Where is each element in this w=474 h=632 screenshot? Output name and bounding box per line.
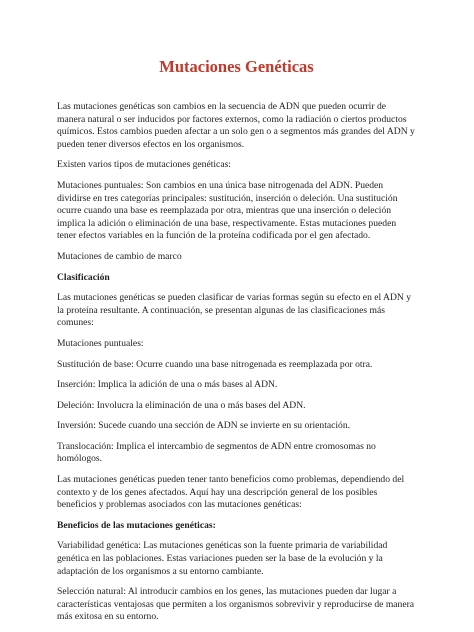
- paragraph-benefits-problems: Las mutaciones genéticas pueden tener tanto beneficios como problemas, dependiendo del contexto y de los genes afectados. Aquí hay una descripción general de los posibles beneficios y problemas asociados con las mutaciones genéticas:: [57, 474, 405, 511]
- paragraph-variability: Variabilidad genética: Las mutaciones genéticas son la fuente primaria de variabilidad genética en las poblaciones. Estas variaciones pueden ser la base de la evolución y la adaptación de los organismos a su entorno cambiante.: [57, 540, 388, 577]
- document-body: [57, 101, 416, 624]
- paragraph-inversion: Inversión: Sucede cuando una sección de ADN se invierte en su orientación.: [57, 420, 351, 432]
- paragraph-insertion: Inserción: Implica la adición de una o más bases al ADN.: [57, 379, 278, 391]
- paragraph-deletion: Deleción: Involucra la eliminación de una o más bases del ADN.: [57, 399, 306, 411]
- paragraph-point-label: Mutaciones puntuales:: [57, 337, 144, 349]
- paragraph-intro: Las mutaciones genéticas son cambios en la secuencia de ADN que pueden ocurrir de manera natural o ser inducidos por factores externos, como la radiación o ciertos productos químicos. Estos cambios pueden afectar a un solo gen o a segmentos más grandes del ADN y pueden tener diversos efectos en los organismos.: [57, 101, 415, 150]
- heading-classification: Clasificación: [57, 271, 110, 283]
- paragraph-natural-selection: Selección natural: Al introducir cambios en los genes, las mutaciones pueden dar lugar a características ventajosas que permiten a los organismos sobrevivir y reproducirse de manera más exitosa en su entorno.: [57, 586, 415, 623]
- document-title: Mutaciones Genéticas: [159, 57, 314, 76]
- paragraph-frameshift: Mutaciones de cambio de marco: [57, 250, 182, 262]
- paragraph-translocation: Translocación: Implica el intercambio de segmentos de ADN entre cromosomas no homólogos.: [57, 440, 376, 465]
- paragraph-point-mutations: Mutaciones puntuales: Son cambios en una única base nitrogenada del ADN. Pueden dividirse en tres categorías principales: sustitución, inserción o deleción. Una sustitución ocurre cuando una base es reemplazada por otra, mientras que una inserción o deleción implica la adición o eliminación de una base, respectivamente. Estas mutaciones pueden tener efectos variables en la función de la proteína codificada por el gen afectado.: [57, 179, 398, 242]
- paragraph-classification-intro: Las mutaciones genéticas se pueden clasificar de varias formas según su efecto en el ADN y la proteína resultante. A continuación, se presentan algunas de las clasificaciones más comunes:: [57, 292, 412, 329]
- paragraph-substitution: Sustitución de base: Ocurre cuando una base nitrogenada es reemplazada por otra.: [57, 358, 373, 370]
- heading-benefits: Beneficios de las mutaciones genéticas:: [57, 519, 216, 531]
- paragraph-types-intro: Existen varios tipos de mutaciones genéticas:: [57, 159, 231, 171]
